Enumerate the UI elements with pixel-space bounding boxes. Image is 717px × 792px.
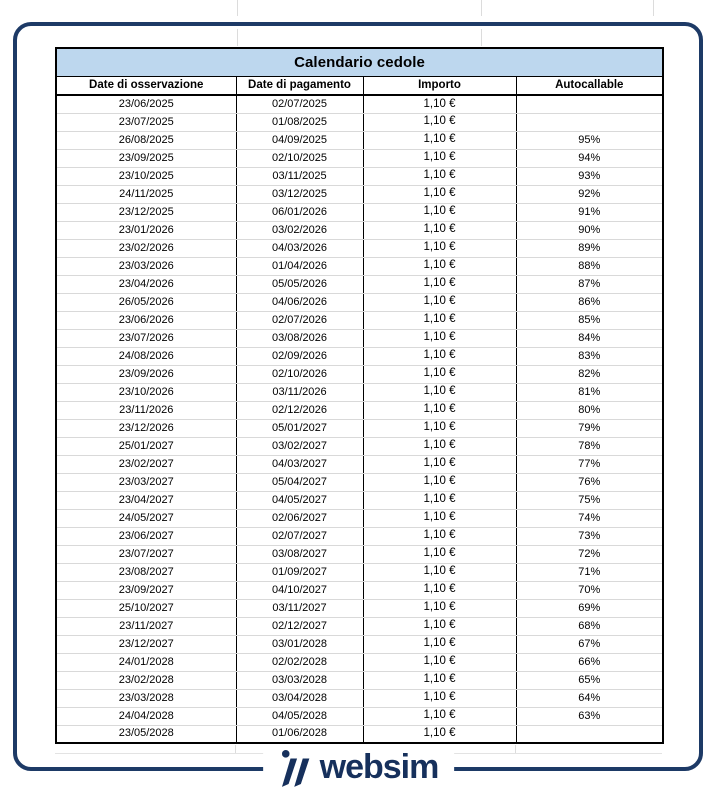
title-row bbox=[56, 48, 663, 76]
cell-autocallable: 87% bbox=[516, 275, 663, 293]
cell-date-osservazione: 23/11/2027 bbox=[56, 617, 236, 635]
cell-autocallable: 68% bbox=[516, 617, 663, 635]
cell-date-pagamento: 04/03/2026 bbox=[236, 239, 363, 257]
cell-date-pagamento: 02/02/2028 bbox=[236, 653, 363, 671]
table-row bbox=[56, 293, 663, 311]
cell-date-osservazione: 23/05/2028 bbox=[118, 727, 174, 740]
table-row bbox=[56, 275, 663, 293]
cell-date-osservazione: 24/01/2028 bbox=[56, 653, 236, 671]
cell-date-osservazione: 24/05/2027 bbox=[56, 509, 236, 527]
cell-date-osservazione: 24/08/2026 bbox=[56, 347, 236, 365]
cell-autocallable: 88% bbox=[516, 257, 663, 275]
table-row bbox=[56, 545, 663, 563]
cell-date-pagamento: 02/12/2027 bbox=[236, 617, 363, 635]
cell-date-osservazione: 23/04/2027 bbox=[56, 491, 236, 509]
cell-date-pagamento: 03/08/2027 bbox=[236, 545, 363, 563]
cell-importo: 1,10 € bbox=[363, 347, 516, 365]
cell-importo: 1,10 € bbox=[363, 149, 516, 167]
col-header-importo: Importo bbox=[363, 76, 516, 95]
cell-date-osservazione: 25/01/2027 bbox=[56, 437, 236, 455]
cell-autocallable: 84% bbox=[516, 329, 663, 347]
table-row bbox=[56, 707, 663, 725]
cell-autocallable: 76% bbox=[516, 473, 663, 491]
cell-date-osservazione: 23/12/2026 bbox=[56, 419, 236, 437]
cell-date-osservazione: 23/01/2026 bbox=[56, 221, 236, 239]
cell-date-pagamento: 03/01/2028 bbox=[236, 635, 363, 653]
cell-autocallable: 66% bbox=[516, 653, 663, 671]
cell-date-osservazione: 23/06/2025 bbox=[56, 95, 236, 113]
cell-date-pagamento: 02/06/2027 bbox=[236, 509, 363, 527]
cell-importo: 1,10 € bbox=[363, 275, 516, 293]
gridline bbox=[481, 0, 482, 16]
cell-date-osservazione: 23/04/2026 bbox=[56, 275, 236, 293]
cell-date-osservazione: 23/03/2028 bbox=[56, 689, 236, 707]
cell-importo: 1,10 € bbox=[363, 401, 516, 419]
cell-autocallable: 71% bbox=[516, 563, 663, 581]
cell-autocallable: 89% bbox=[516, 239, 663, 257]
cell-date-pagamento: 04/09/2025 bbox=[236, 131, 363, 149]
table-row bbox=[56, 689, 663, 707]
cell-date-pagamento: 03/04/2028 bbox=[236, 689, 363, 707]
table-row bbox=[56, 563, 663, 581]
cell-importo: 1,10 € bbox=[363, 131, 516, 149]
table-row bbox=[56, 455, 663, 473]
cell-autocallable: 72% bbox=[516, 545, 663, 563]
cell-date-osservazione: 23/09/2027 bbox=[56, 581, 236, 599]
cell-importo: 1,10 € bbox=[363, 293, 516, 311]
cell-date-pagamento: 03/03/2028 bbox=[236, 671, 363, 689]
cell-importo: 1,10 € bbox=[363, 383, 516, 401]
cell-date-osservazione: 25/10/2027 bbox=[56, 599, 236, 617]
cell-date-osservazione: 23/09/2026 bbox=[56, 365, 236, 383]
table-row bbox=[56, 239, 663, 257]
table-row bbox=[56, 599, 663, 617]
table-title: Calendario cedole bbox=[56, 48, 663, 76]
table-row bbox=[56, 329, 663, 347]
table-row bbox=[56, 725, 663, 743]
col-header-date-pagamento: Date di pagamento bbox=[236, 76, 363, 95]
cell-date-osservazione: 23/10/2025 bbox=[56, 167, 236, 185]
cell-date-pagamento: 04/03/2027 bbox=[236, 455, 363, 473]
cell-date-pagamento: 01/06/2028 bbox=[236, 725, 363, 743]
cell-date-pagamento: 02/09/2026 bbox=[236, 347, 363, 365]
gridline bbox=[653, 0, 654, 16]
cell-autocallable: 94% bbox=[516, 149, 663, 167]
cell-importo: 1,10 € bbox=[363, 437, 516, 455]
header-row bbox=[56, 76, 663, 95]
cell-date-pagamento: 05/05/2026 bbox=[236, 275, 363, 293]
cell-date-pagamento: 02/10/2025 bbox=[236, 149, 363, 167]
cell-date-osservazione: 23/03/2027 bbox=[56, 473, 236, 491]
websim-logo-text: websim bbox=[319, 747, 439, 786]
cell-autocallable: 90% bbox=[516, 221, 663, 239]
table-row bbox=[56, 113, 663, 131]
cell-autocallable: 86% bbox=[516, 293, 663, 311]
col-header-autocallable: Autocallable bbox=[516, 76, 663, 95]
table-row bbox=[56, 257, 663, 275]
coupon-calendar-table bbox=[55, 47, 664, 744]
col-header-date-osservazione: Date di osservazione bbox=[56, 76, 236, 95]
cell-importo: 1,10 € bbox=[363, 527, 516, 545]
cell-importo: 1,10 € bbox=[363, 365, 516, 383]
cell-date-pagamento: 01/04/2026 bbox=[236, 257, 363, 275]
cell-date-pagamento: 01/09/2027 bbox=[236, 563, 363, 581]
cell-importo: 1,10 € bbox=[363, 185, 516, 203]
cell-autocallable: 91% bbox=[516, 203, 663, 221]
cell-importo: 1,10 € bbox=[363, 203, 516, 221]
cell-date-osservazione: 24/04/2028 bbox=[56, 707, 236, 725]
table-body bbox=[56, 95, 663, 743]
cell-date-pagamento: 03/02/2027 bbox=[236, 437, 363, 455]
cell-importo: 1,10 € bbox=[363, 563, 516, 581]
cell-date-pagamento: 02/07/2027 bbox=[236, 527, 363, 545]
cell-date-osservazione: 23/03/2026 bbox=[56, 257, 236, 275]
cell-date-osservazione: 23/07/2027 bbox=[56, 545, 236, 563]
cell-autocallable: 78% bbox=[516, 437, 663, 455]
cell-date-osservazione: 23/11/2026 bbox=[56, 401, 236, 419]
table-row bbox=[56, 149, 663, 167]
cell-date-pagamento: 03/11/2026 bbox=[236, 383, 363, 401]
cell-importo: 1,10 € bbox=[363, 95, 516, 113]
cell-importo: 1,10 € bbox=[363, 455, 516, 473]
table-row bbox=[56, 419, 663, 437]
cell-importo: 1,10 € bbox=[363, 419, 516, 437]
cell-importo: 1,10 € bbox=[363, 599, 516, 617]
cell-autocallable: 92% bbox=[516, 185, 663, 203]
cell-date-pagamento: 04/05/2027 bbox=[236, 491, 363, 509]
cell-date-pagamento: 03/02/2026 bbox=[236, 221, 363, 239]
cell-autocallable: 83% bbox=[516, 347, 663, 365]
table-row bbox=[56, 185, 663, 203]
cell-date-osservazione: 24/11/2025 bbox=[56, 185, 236, 203]
cell-date-pagamento: 02/07/2026 bbox=[236, 311, 363, 329]
cell-date-pagamento: 05/04/2027 bbox=[236, 473, 363, 491]
cell-autocallable: 93% bbox=[516, 167, 663, 185]
cell-autocallable: 65% bbox=[516, 671, 663, 689]
cell-importo: 1,10 € bbox=[363, 635, 516, 653]
table-row bbox=[56, 671, 663, 689]
cell-date-osservazione: 23/08/2027 bbox=[56, 563, 236, 581]
cell-autocallable: 63% bbox=[516, 707, 663, 725]
cell-autocallable: 70% bbox=[516, 581, 663, 599]
cell-date-osservazione: 23/10/2026 bbox=[56, 383, 236, 401]
cell-importo: 1,10 € bbox=[363, 257, 516, 275]
cell-date-osservazione: 26/08/2025 bbox=[56, 131, 236, 149]
table-row bbox=[56, 581, 663, 599]
table-row bbox=[56, 167, 663, 185]
table-row bbox=[56, 617, 663, 635]
table-row bbox=[56, 473, 663, 491]
table-row bbox=[56, 95, 663, 113]
cell-date-pagamento: 03/12/2025 bbox=[236, 185, 363, 203]
cell-date-osservazione: 26/05/2026 bbox=[56, 293, 236, 311]
cell-importo: 1,10 € bbox=[363, 581, 516, 599]
gridline bbox=[237, 0, 238, 16]
table-row bbox=[56, 401, 663, 419]
table-row bbox=[56, 437, 663, 455]
cell-date-pagamento: 03/11/2025 bbox=[236, 167, 363, 185]
cell-date-osservazione: 23/06/2027 bbox=[56, 527, 236, 545]
table-row bbox=[56, 347, 663, 365]
cell-autocallable: 82% bbox=[516, 365, 663, 383]
cell-importo: 1,10 € bbox=[363, 509, 516, 527]
cell-importo: 1,10 € bbox=[363, 545, 516, 563]
cell-date-osservazione: 23/02/2026 bbox=[56, 239, 236, 257]
table-row bbox=[56, 653, 663, 671]
cell-autocallable: 77% bbox=[516, 455, 663, 473]
cell-autocallable: 85% bbox=[516, 311, 663, 329]
cell-autocallable bbox=[516, 95, 663, 113]
cell-importo: 1,10 € bbox=[363, 653, 516, 671]
cell-date-pagamento: 03/08/2026 bbox=[236, 329, 363, 347]
cell-autocallable: 95% bbox=[516, 131, 663, 149]
cell-autocallable: 79% bbox=[516, 419, 663, 437]
cell-autocallable: 73% bbox=[516, 527, 663, 545]
cell-importo: 1,10 € bbox=[363, 239, 516, 257]
cell-date-osservazione: 23/12/2027 bbox=[56, 635, 236, 653]
footer-logo bbox=[263, 745, 455, 791]
cell-date-osservazione: 23/02/2027 bbox=[56, 455, 236, 473]
cell-autocallable: 74% bbox=[516, 509, 663, 527]
table-row bbox=[56, 491, 663, 509]
cell-autocallable bbox=[516, 113, 663, 131]
table-row bbox=[56, 509, 663, 527]
cell-date-pagamento: 01/08/2025 bbox=[236, 113, 363, 131]
cell-autocallable: 75% bbox=[516, 491, 663, 509]
table-row bbox=[56, 311, 663, 329]
cell-date-pagamento: 04/10/2027 bbox=[236, 581, 363, 599]
cell-date-pagamento: 02/10/2026 bbox=[236, 365, 363, 383]
cell-importo: 1,10 € bbox=[363, 473, 516, 491]
cell-importo: 1,10 € bbox=[363, 329, 516, 347]
cell-importo: 1,10 € bbox=[363, 311, 516, 329]
cell-importo: 1,10 € bbox=[363, 113, 516, 131]
cell-importo: 1,10 € bbox=[363, 491, 516, 509]
cell-importo: 1,10 € bbox=[363, 725, 516, 743]
cell-date-osservazione: 23/09/2025 bbox=[56, 149, 236, 167]
cell-importo: 1,10 € bbox=[363, 671, 516, 689]
cell-date-osservazione: 23/02/2028 bbox=[56, 671, 236, 689]
cell-date-osservazione: 23/07/2026 bbox=[56, 329, 236, 347]
table-row bbox=[56, 383, 663, 401]
cell-importo: 1,10 € bbox=[363, 707, 516, 725]
table-row bbox=[56, 131, 663, 149]
table-row bbox=[56, 203, 663, 221]
cell-date-osservazione: 23/12/2025 bbox=[56, 203, 236, 221]
cell-autocallable bbox=[516, 725, 663, 743]
cell-date-pagamento: 02/12/2026 bbox=[236, 401, 363, 419]
cell-date-pagamento: 04/06/2026 bbox=[236, 293, 363, 311]
cell-importo: 1,10 € bbox=[363, 689, 516, 707]
cell-date-osservazione: 23/06/2026 bbox=[56, 311, 236, 329]
cell-date-osservazione: 23/07/2025 bbox=[56, 113, 236, 131]
cell-importo: 1,10 € bbox=[363, 617, 516, 635]
cell-autocallable: 80% bbox=[516, 401, 663, 419]
table-row bbox=[56, 635, 663, 653]
cell-autocallable: 64% bbox=[516, 689, 663, 707]
cell-date-pagamento: 02/07/2025 bbox=[236, 95, 363, 113]
cell-autocallable: 69% bbox=[516, 599, 663, 617]
table-row bbox=[56, 365, 663, 383]
cell-autocallable: 81% bbox=[516, 383, 663, 401]
websim-logo-icon bbox=[279, 748, 313, 788]
cell-date-pagamento: 03/11/2027 bbox=[236, 599, 363, 617]
cell-importo: 1,10 € bbox=[363, 221, 516, 239]
cell-date-pagamento: 05/01/2027 bbox=[236, 419, 363, 437]
cell-date-pagamento: 06/01/2026 bbox=[236, 203, 363, 221]
table-row bbox=[56, 221, 663, 239]
table-row bbox=[56, 527, 663, 545]
cell-date-pagamento: 04/05/2028 bbox=[236, 707, 363, 725]
cell-importo: 1,10 € bbox=[363, 167, 516, 185]
cell-autocallable: 67% bbox=[516, 635, 663, 653]
